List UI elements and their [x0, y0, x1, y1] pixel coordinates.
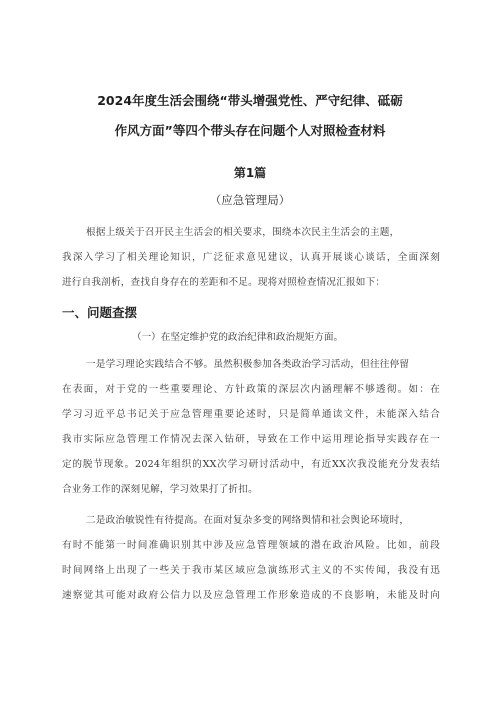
paragraph-line: 有时不能第一时间准确识别其中涉及应急管理领域的潜在政治风险。比如，前段: [62, 540, 440, 551]
document-title-line-2: 作风方面”等四个带头存在问题个人对照检查材料: [114, 123, 386, 138]
paragraph-line: 我市实际应急管理工作情况去深入钻研，导致在工作中运用理论指导实践存在一: [62, 434, 440, 445]
chapter-label: 第1篇: [233, 166, 267, 180]
intro-line: 根据上级关于召开民主生活会的相关要求，围绕本次民主生活会的主题，: [86, 227, 400, 238]
paragraph-line: 合业务工作的深刻见解，学习效果打了折扣。: [62, 484, 258, 495]
intro-line: 我深入学习了相关理论知识，广泛征求意见建议，认真开展谈心谈话，全面深刻: [62, 252, 440, 263]
department-subtitle: （应急管理局）: [209, 193, 291, 207]
section-subheading: （一）在坚定维护党的政治纪律和政治规矩方面。: [132, 332, 344, 343]
intro-line: 进行自我剖析，查找自身存在的差距和不足。现将对照检查情况汇报如下：: [62, 277, 386, 288]
paragraph-line: 定的脱节现象。2024年组织的XX次学习研讨活动中，有近XX次我没能充分发表结: [62, 459, 440, 470]
paragraph-line: 在表面，对于党的一些重要理论、方针政策的深层次内涵理解不够透彻。如：在: [62, 384, 440, 395]
paragraph-line: 二是政治敏锐性有待提高。在面对复杂多变的网络舆情和社会舆论环境时，: [86, 515, 410, 526]
section-heading: 一、问题查摆: [62, 305, 138, 320]
paragraph-line: 学习习近平总书记关于应急管理重要论述时，只是简单通读文件，未能深入结合: [62, 409, 440, 420]
document-title-line-1: 2024年度生活会围绕“带头增强党性、严守纪律、砥砺: [97, 93, 403, 108]
paragraph-line: 时间网络上出现了一些关于我市某区域应急演练形式主义的不实传闻，我没有迅: [62, 565, 440, 576]
paragraph-line: 一是学习理论实践结合不够。虽然积极参加各类政治学习活动，但往往停留: [86, 359, 410, 370]
paragraph-line: 速察觉其可能对政府公信力以及应急管理工作形象造成的不良影响，未能及时向: [62, 590, 440, 601]
